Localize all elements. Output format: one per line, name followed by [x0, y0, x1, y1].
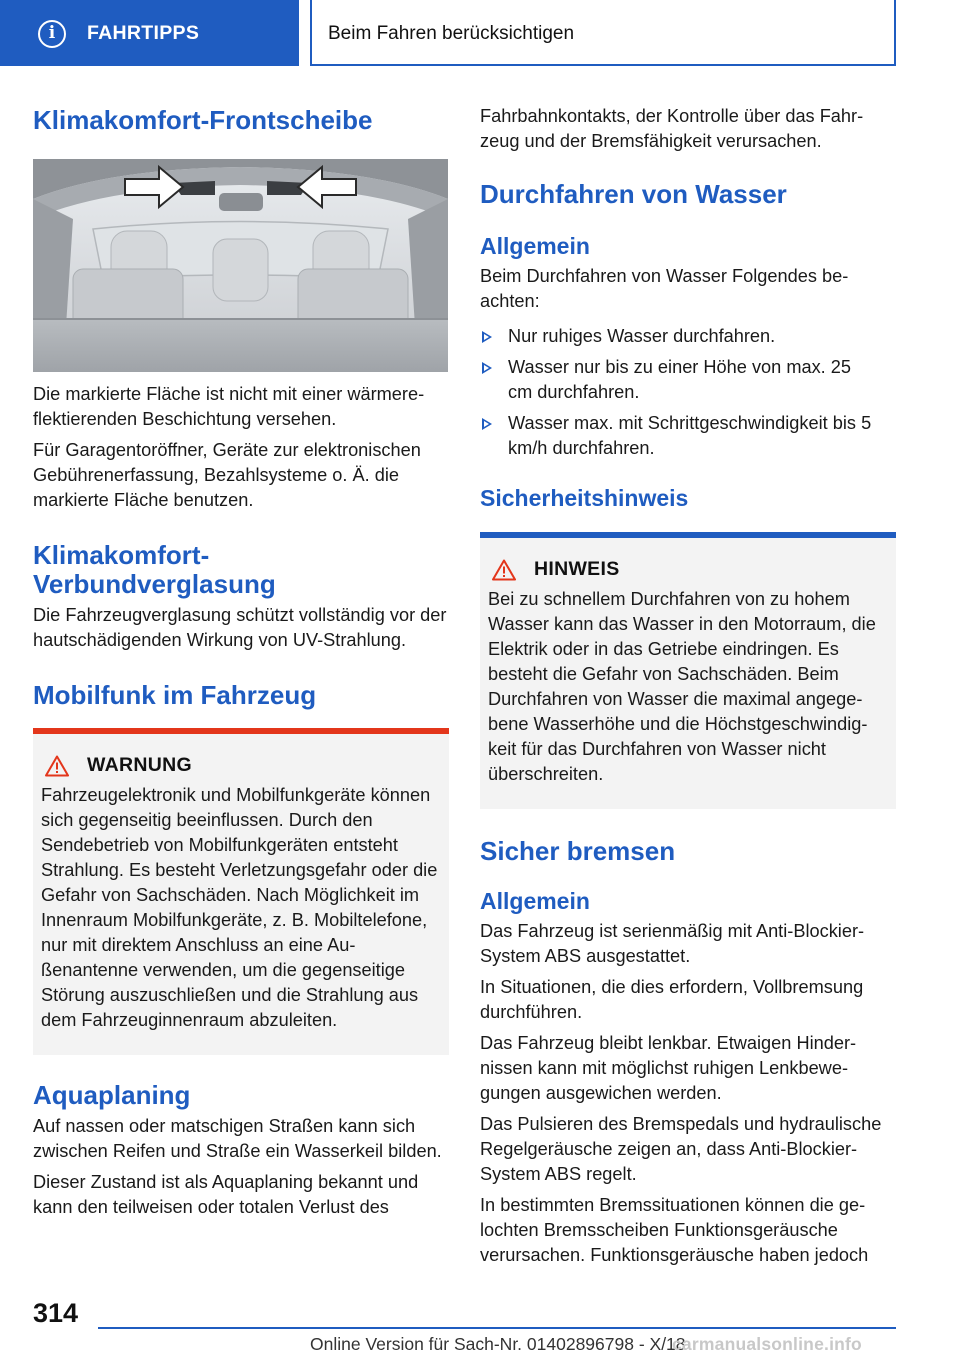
- watermark: carmanualsonline.info: [672, 1334, 862, 1354]
- warning-triangle-icon: [492, 559, 516, 581]
- water-bullet-list: [480, 324, 896, 461]
- brake-paragraph-1: Das Fahrzeug ist serienmäßig mit Anti-Blockier-System ABS ausgestattet.: [480, 921, 865, 966]
- aquaplaning-heading: Aquaplaning: [33, 1080, 191, 1110]
- brake-subheading: Allgemein: [480, 888, 590, 914]
- glazing-heading: Klimakomfort-Verbundverglasung: [33, 540, 276, 599]
- chapter-subtitle: Beim Fahren berücksichtigen: [328, 23, 575, 44]
- water-subheading: Allgemein: [480, 233, 590, 259]
- bullet-triangle-icon: [482, 331, 492, 343]
- notice-title: HINWEIS: [534, 558, 620, 580]
- notice-text: Bei zu schnellem Durchfahren von zu hohem Wasser kann das Wasser in den Motorraum, die Elektrik oder in das Getriebe eindringen. Es besteht die Gefahr von Sachschäden. Beim Durchfahren von Wasser die maximal angegebene Wasserhöhe und die Höchstgeschwindigkeit für das Durchfahren von Wasser nicht überschreiten.: [488, 589, 876, 784]
- left-column: [33, 98, 449, 1220]
- mobile-heading: Mobilfunk im Fahrzeug: [33, 680, 317, 710]
- car-interior-illustration: [33, 159, 448, 372]
- warning-callout: [33, 728, 449, 1055]
- right-column: [480, 98, 896, 1268]
- water-heading: Durchfahren von Wasser: [480, 179, 787, 209]
- brake-heading: Sicher bremsen: [480, 836, 676, 866]
- list-item: Nur ruhiges Wasser durchfahren.: [480, 324, 896, 349]
- warning-text: Fahrzeugelektronik und Mobilfunkgeräte können sich gegenseitig beeinflussen. Durch den Sendebetrieb von Mobilfunkgeräten entsteht Strahlung. Es besteht Verletzungsgefahr oder die Gefahr von Sachschäden. Nach Möglichkeit im Innenraum Mobilfunkgeräte, z. B. Mobiltelefone, nur mit direktem Anschluss an eine Außenantenne verwenden, um die gegenseitige Störung auszuschließen und die Strahlung aus dem Fahrzeuginnenraum abzuleiten.: [41, 785, 438, 1030]
- windshield-heading: Klimakomfort-Frontscheibe: [33, 105, 373, 135]
- brake-paragraph-2: In Situationen, die dies erfordern, Vollbremsung durchführen.: [480, 977, 864, 1022]
- section-tab: [0, 0, 299, 66]
- brake-paragraph-5: In bestimmten Bremssituationen können die gelochten Bremsscheiben Funktionsgeräusche verursachen. Funktionsgeräusche haben jedoch: [480, 1195, 869, 1265]
- brake-paragraph-3: Das Fahrzeug bleibt lenkbar. Etwaigen Hindernissen kann mit möglichst ruhigen Lenkbewegungen ausgewichen werden.: [480, 1033, 857, 1103]
- list-item: Wasser max. mit Schrittgeschwindigkeit bis 5 km/h durchfahren.: [480, 411, 896, 461]
- water-paragraph: Beim Durchfahren von Wasser Folgendes beachten:: [480, 266, 849, 311]
- warning-title: WARNUNG: [87, 754, 193, 776]
- bullet-triangle-icon: [482, 418, 492, 430]
- windshield-paragraph-1: Die markierte Fläche ist nicht mit einer wärmereflektierenden Beschichtung versehen.: [33, 384, 425, 429]
- online-version-text: Online Version für Sach-Nr. 01402896798 - X/18: [310, 1334, 686, 1354]
- section-title: FAHRTIPPS: [87, 22, 200, 44]
- glazing-paragraph: Die Fahrzeugverglasung schützt vollständig vor der hautschädigenden Wirkung von UV-Strahlung.: [33, 605, 447, 650]
- warning-triangle-icon: [45, 755, 69, 777]
- notice-callout: [480, 532, 896, 809]
- aquaplaning-paragraph-1: Auf nassen oder matschigen Straßen kann sich zwischen Reifen und Straße ein Wasserkeil bilden.: [33, 1116, 442, 1161]
- footer-divider: [98, 1327, 896, 1329]
- brake-paragraph-4: Das Pulsieren des Bremspedals und hydraulische Regelgeräusche zeigen an, dass Anti-Blockier-System ABS regelt.: [480, 1114, 882, 1184]
- windshield-paragraph-2: Für Garagentoröffner, Geräte zur elektronischen Gebührenerfassung, Bezahlsysteme o. Ä. die markierte Fläche benutzen.: [33, 440, 421, 510]
- aquaplaning-continued: Fahrbahnkontakts, der Kontrolle über das Fahrzeug und der Bremsfähigkeit verursachen.: [480, 106, 864, 151]
- page-number: 314: [33, 1298, 79, 1328]
- bullet-triangle-icon: [482, 362, 492, 374]
- list-item: Wasser nur bis zu einer Höhe von max. 25 cm durchfahren.: [480, 355, 896, 405]
- windshield-photo: [33, 159, 448, 372]
- info-circle-icon: i: [38, 20, 66, 48]
- aquaplaning-paragraph-2: Dieser Zustand ist als Aquaplaning bekannt und kann den teilweisen oder totalen Verlust des: [33, 1172, 419, 1217]
- safety-subheading: Sicherheitshinweis: [480, 485, 689, 511]
- chapter-header: [310, 0, 896, 66]
